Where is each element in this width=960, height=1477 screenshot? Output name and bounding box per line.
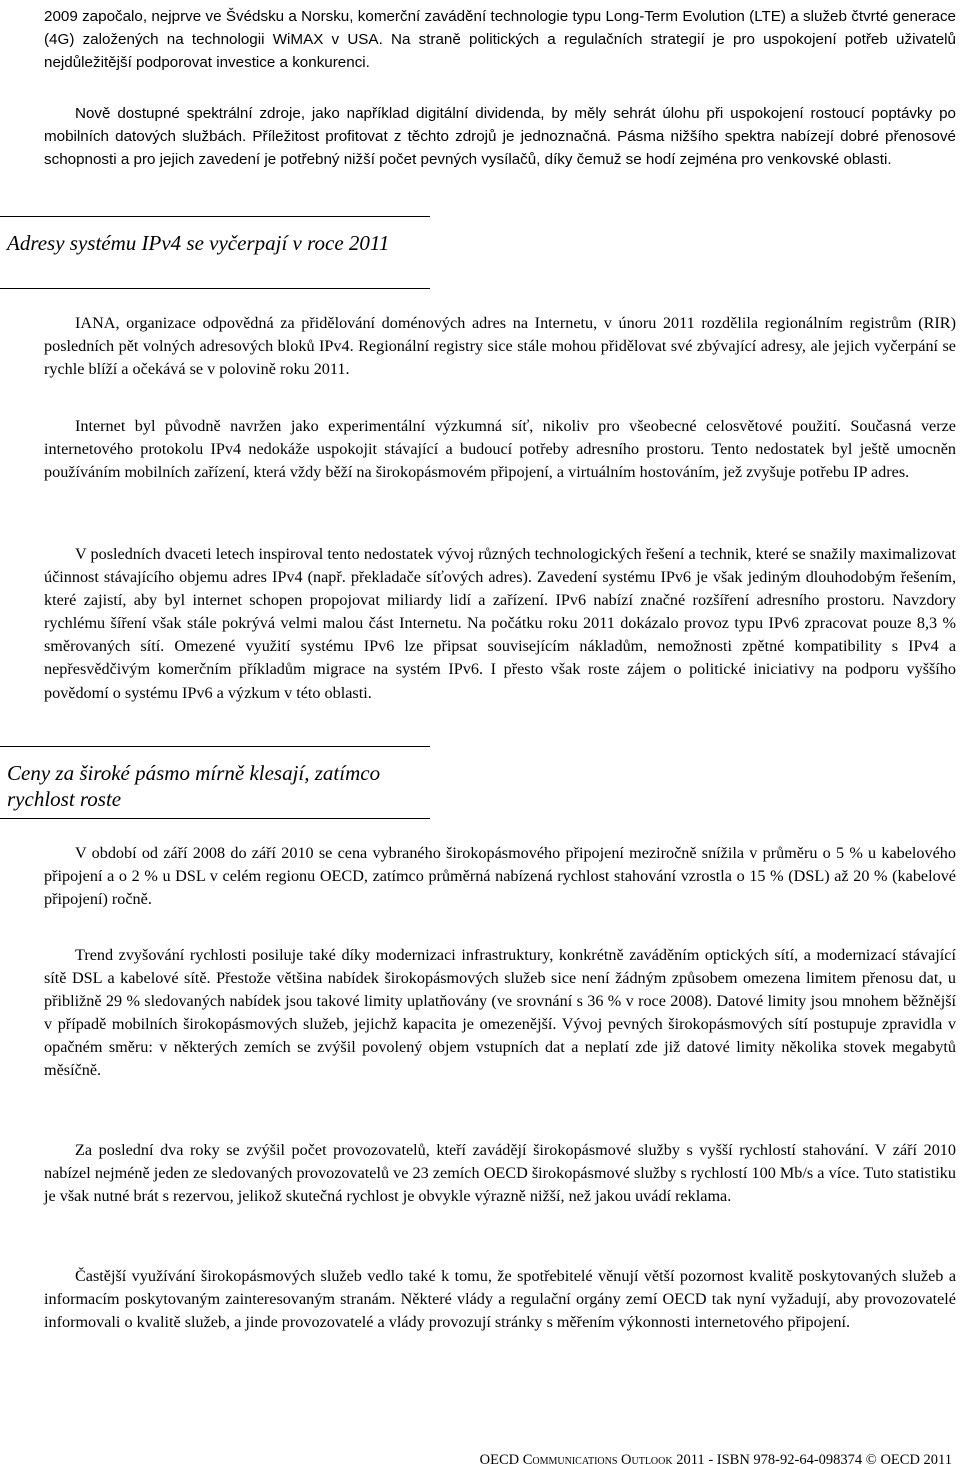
heading-rule-top: [0, 216, 430, 217]
section-heading-ipv4: Adresy systému IPv4 se vyčerpají v roce 2011: [7, 231, 390, 255]
paragraph-internet-origin: Internet byl původně navržen jako experimentální výzkumná síť, nikoliv pro všeobecné celosvětové použití. Současná verze internetového protokolu IPv4 nedokáže uspokojit stávající a budoucí potřeby adresního prostoru. Tento nedostatek byl ještě umocněn používáním mobilních zařízení, která vždy běží na širokopásmovém připojení, a virtuálním hostováním, jež zvyšuje potřebu IP adres.: [44, 417, 956, 482]
paragraph-lte-intro: 2009 započalo, nejprve ve Švédsku a Norsku, komerční zavádění technologie typu Long-Term Evolution (LTE) a služeb čtvrté generace (4G) založených na technologii WiMAX v USA. Na straně politických a regulačních strategií je pro uspokojení potřeb uživatelů nejdůležitější podporovat investice a konkurenci.: [44, 8, 956, 72]
paragraph-spectrum: Nově dostupné spektrální zdroje, jako například digitální dividenda, by měly sehrát úlohu při uspokojení rostoucí poptávky po mobilních datových službách. Příležitost profitovat z těchto zdrojů je jednoznačná. Pásma nižšího spektra nabízejí dobré přenosové schopnosti a pro jejich zavedení je potřebný nižší počet pevných vysílačů, díky čemuž se hodí zejména pro venkovské oblasti.: [44, 105, 956, 169]
footer-isbn: - ISBN 978-92-64-098374: [708, 1452, 863, 1468]
heading-rule-top: [0, 746, 430, 747]
footer-copyright: © OECD 2011: [865, 1452, 952, 1468]
paragraph-ipv6: V posledních dvaceti letech inspiroval tento nedostatek vývoj různých technologických řešení a technik, které se snažily maximalizovat účinnost stávajícího objemu adres IPv4 (např. překladače síťových adres). Zavedení systému IPv6 je však jediným dlouhodobým řešením, které zajistí, aby byl internet schopen propojovat miliardy lidí a zařízení. IPv6 nabízí značné rozšíření adresního prostoru. Navzdory rychlému šíření však stále pokrývá velmi malou část Internetu. Na počátku roku 2011 dokázalo provoz typu IPv6 zpracovat pouze 8,3 % směrovaných sítí. Omezené využití systému IPv6 lze připsat souvisejícím nákladům, nemožnosti zpětné kompatibility s IPv4 a nepřesvědčivým komerčním příkladům migrace na systém IPv6. I přesto však roste zájem o politické iniciativy na podporu vyššího povědomí o systému IPv6 a výzkum v této oblasti.: [44, 545, 956, 702]
paragraph-prices: V období od září 2008 do září 2010 se cena vybraného širokopásmového připojení meziročně snížila v průměru o 5 % u kabelového připojení a o 2 % u DSL v celém regionu OECD, zatímco průměrná nabízená rychlost stahování vzrostla o 15 % (DSL) až 20 % (kabelové připojení) ročně.: [44, 844, 956, 909]
footer-publication: OECD Communications Outlook 2011: [479, 1452, 705, 1468]
paragraph-quality: Častější využívání širokopásmových služeb vedlo také k tomu, že spotřebitelé věnují větší pozornost kvalitě poskytovaných služeb a informacím poskytovaným zainteresovaným stranám. Některé vlády a regulační orgány zemí OECD tak nyní vyžadují, aby provozovatelé informovali o kvalitě služeb, a jinde provozovatelé a vlády provozují stránky s měřením výkonnosti internetového připojení.: [44, 1267, 956, 1332]
page-footer: [480, 1450, 952, 1470]
section-heading-prices: Ceny za široké pásmo mírně klesají, zatímco rychlost roste: [7, 761, 381, 811]
heading-rule-bottom: [0, 818, 430, 819]
paragraph-operators: Za poslední dva roky se zvýšil počet provozovatelů, kteří zavádějí širokopásmové služby s vyšší rychlostí stahování. V září 2010 nabízel nejméně jeden ze sledovaných provozovatelů ve 23 zemích OECD širokopásmové služby s rychlostí 100 Mb/s a více. Tuto statistiku je však nutné brát s rezervou, jelikož skutečná rychlost je obvykle výrazně nižší, než jakou uvádí reklama.: [44, 1141, 956, 1206]
paragraph-speed-trend: Trend zvyšování rychlosti posiluje také díky modernizaci infrastruktury, konkrétně zaváděním optických sítí, a modernizací stávající sítě DSL a kabelové sítě. Přestože většina nabídek širokopásmových služeb sice není žádným způsobem omezena limitem přenosu dat, u přibližně 29 % sledovaných nabídek jsou takové limity uplatňovány (ve srovnání s 36 % v roce 2008). Datové limity jsou mnohem běžnější v případě mobilních širokopásmových služeb, jejichž kapacita je omezenější. Vývoj pevných širokopásmových sítí postupuje zpravidla v opačném směru: v některých zemích se zvýšil povolený objem vstupních dat a neplatí zde již datové limity několika stovek megabytů měsíčně.: [44, 946, 956, 1080]
paragraph-iana: IANA, organizace odpovědná za přidělování doménových adres na Internetu, v únoru 2011 rozdělila regionálním registrům (RIR) posledních pět volných adresových bloků IPv4. Regionální registry sice stále mohou přidělovat své zbývající adresy, ale jejich vyčerpání se rychle blíží a očekává se v polovině roku 2011.: [44, 314, 956, 379]
heading-rule-bottom: [0, 288, 430, 289]
